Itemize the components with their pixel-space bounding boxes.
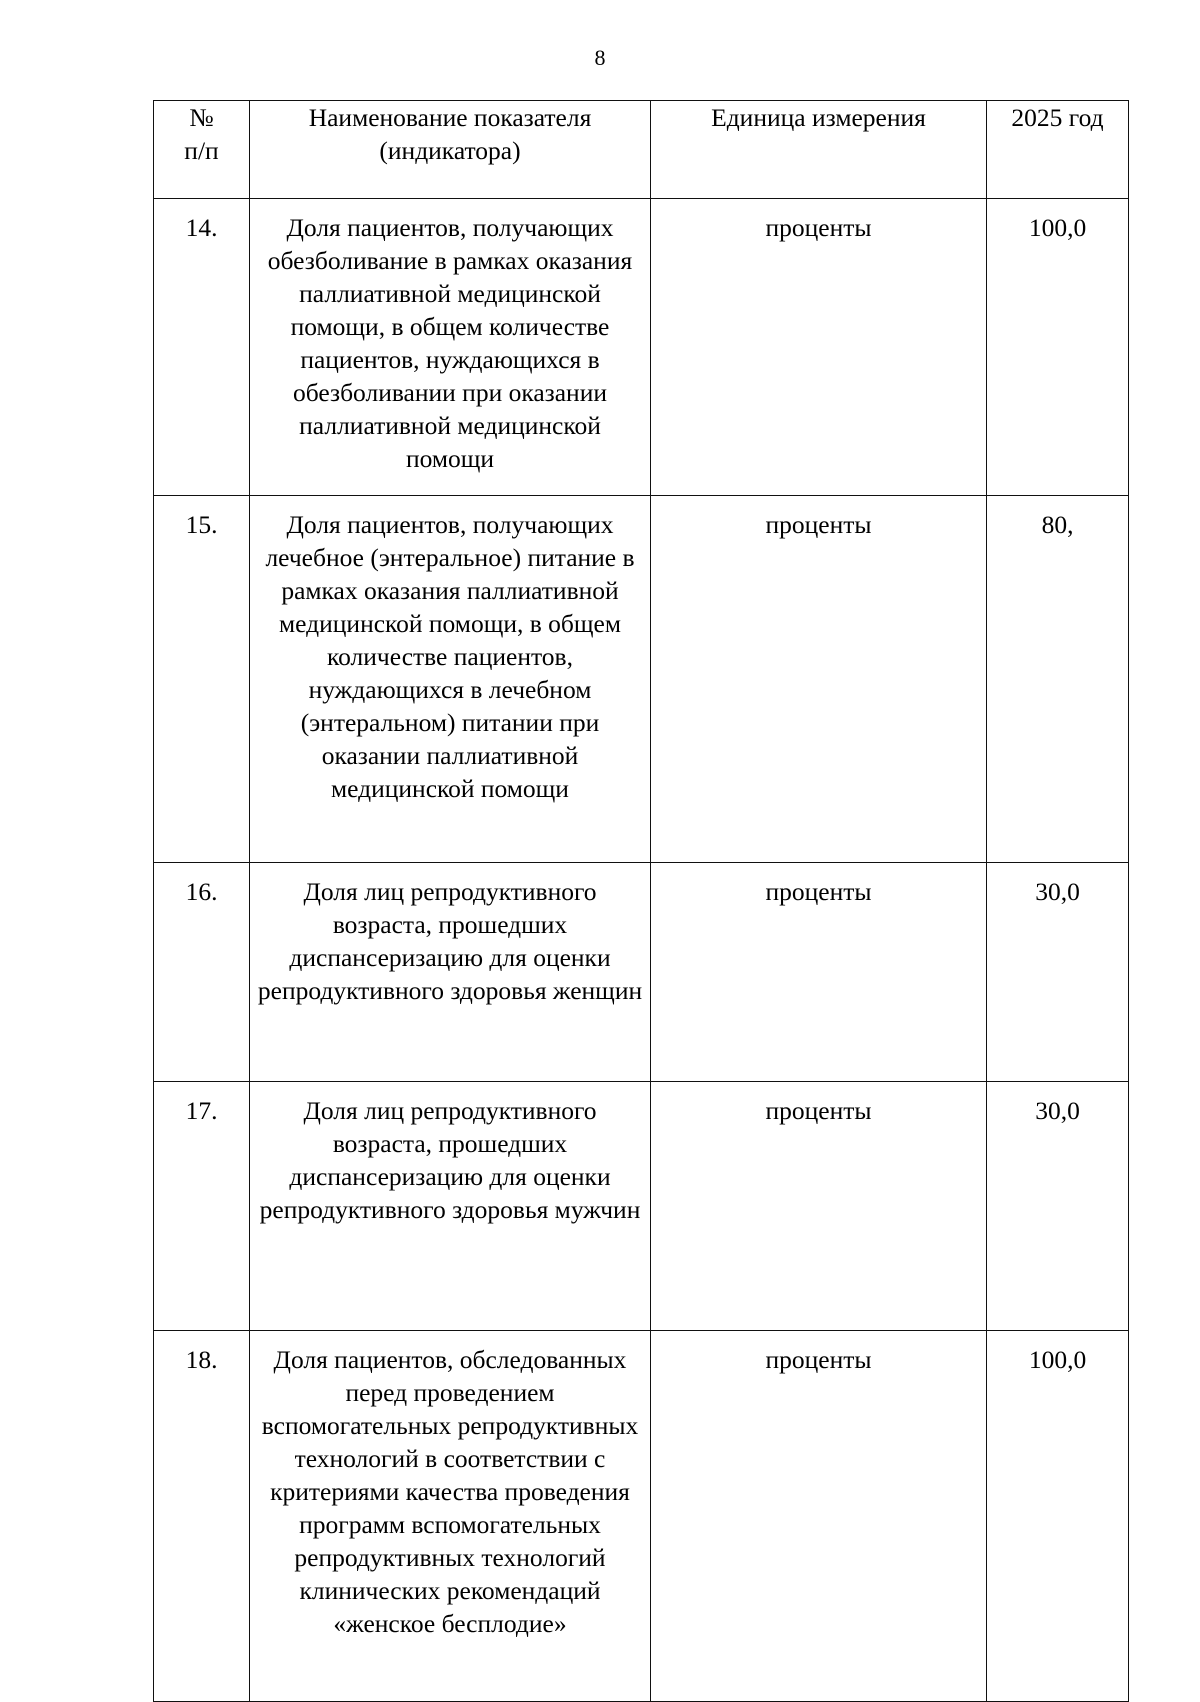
row-number: 16. [154, 863, 250, 1082]
row-indicator-name-text: Доля пациентов, обследованных перед проведением вспомогательных репродуктивных технологий в соответствии с критериями качества проведения программ вспомогательных репродуктивных технологий клинических рекомендаций «женское бесплодие» [261, 1345, 639, 1638]
row-indicator-name-text: Доля пациентов, получающих лечебное (энтеральное) питание в рамках оказания паллиативной медицинской помощи, в общем количестве пациентов, нуждающихся в лечебном (энтеральном) питании при оказании паллиативной медицинской помощи [265, 510, 635, 803]
row-indicator-name [250, 1331, 651, 1702]
row-unit: проценты [651, 199, 987, 496]
header-name [250, 101, 651, 199]
table-header-row [154, 101, 1129, 199]
row-number: 17. [154, 1082, 250, 1331]
row-value-2025: 30,0 [987, 863, 1129, 1082]
table-row [154, 199, 1129, 496]
row-indicator-name-text: Доля лиц репродуктивного возраста, прошедших диспансеризацию для оценки репродуктивного здоровья мужчин [259, 1096, 641, 1224]
header-value [987, 101, 1129, 199]
row-unit: проценты [651, 863, 987, 1082]
row-value-2025: 100,0 [987, 199, 1129, 496]
row-unit: проценты [651, 1082, 987, 1331]
header-number-label: № п/п [184, 103, 219, 165]
row-unit: проценты [651, 1331, 987, 1702]
table-row [154, 863, 1129, 1082]
row-value-2025: 30,0 [987, 1082, 1129, 1331]
header-unit-label: Единица измерения [711, 103, 926, 132]
table-row [154, 496, 1129, 863]
table-row [154, 1082, 1129, 1331]
row-number: 15. [154, 496, 250, 863]
row-indicator-name [250, 1082, 651, 1331]
row-indicator-name [250, 863, 651, 1082]
row-number: 14. [154, 199, 250, 496]
row-indicator-name [250, 496, 651, 863]
row-indicator-name-text: Доля пациентов, получающих обезболивание в рамках оказания паллиативной медицинской помощи, в общем количестве пациентов, нуждающихся в обезболивании при оказании паллиативной медицинской помощи [267, 213, 633, 473]
indicators-table [153, 100, 1129, 1702]
header-number [154, 101, 250, 199]
row-value-2025: 100,0 [987, 1331, 1129, 1702]
row-indicator-name [250, 199, 651, 496]
header-name-label: Наименование показателя (индикатора) [308, 103, 592, 165]
page-number: 8 [594, 45, 606, 70]
row-unit: проценты [651, 496, 987, 863]
row-indicator-name-text: Доля лиц репродуктивного возраста, прошедших диспансеризацию для оценки репродуктивного здоровья женщин [257, 877, 643, 1005]
header-unit [651, 101, 987, 199]
table-row [154, 1331, 1129, 1702]
row-value-2025: 80, [987, 496, 1129, 863]
row-number: 18. [154, 1331, 250, 1702]
header-value-label: 2025 год [1011, 103, 1104, 132]
